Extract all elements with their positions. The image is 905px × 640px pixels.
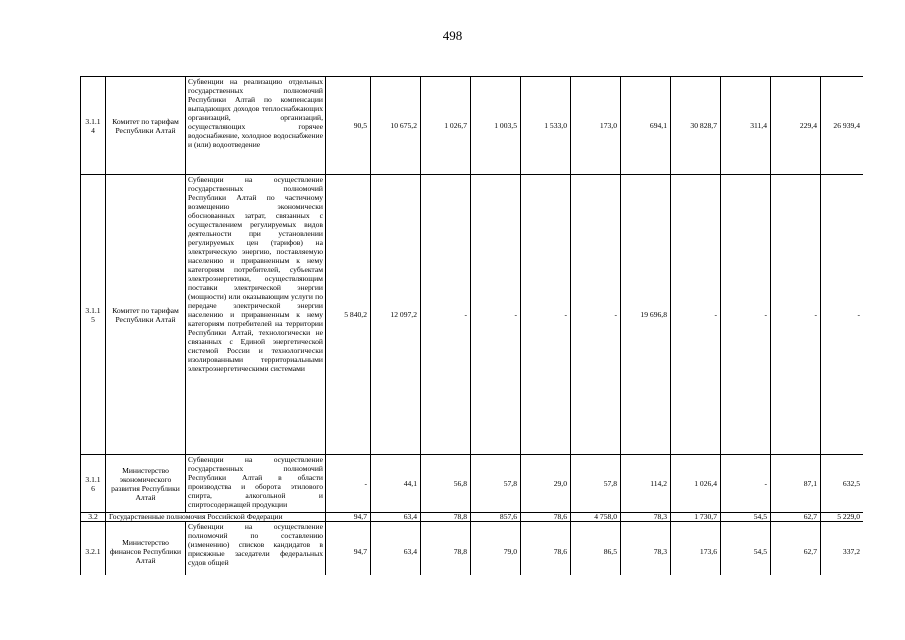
row-value: 94,7: [326, 513, 371, 522]
row-value: 12 097,2: [371, 175, 421, 455]
row-value: 10 675,2: [371, 77, 421, 175]
row-value: 694,1: [621, 77, 671, 175]
row-value: 1 026,4: [671, 455, 721, 513]
row-value: -: [721, 455, 771, 513]
row-value: 54,5: [721, 513, 771, 522]
row-description: Субвенции на осуществление полномочий по составлению (изменению) списков кандидатов в присяжные заседатели федеральных судов общей: [186, 522, 326, 576]
row-value: 78,6: [521, 522, 571, 576]
row-value: 857,6: [471, 513, 521, 522]
row-value: -: [771, 175, 821, 455]
row-value: -: [571, 175, 621, 455]
row-organization: Министерство экономического развития Республики Алтай: [106, 455, 186, 513]
row-value: -: [521, 175, 571, 455]
row-value: 87,1: [771, 455, 821, 513]
row-code: 3.2: [81, 513, 106, 522]
row-value: 57,8: [571, 455, 621, 513]
row-value: 173,0: [571, 77, 621, 175]
row-value: 19 696,8: [621, 175, 671, 455]
row-value: 5 840,2: [326, 175, 371, 455]
row-value: 78,8: [421, 522, 471, 576]
row-value: 78,6: [521, 513, 571, 522]
row-value: 4 758,0: [571, 513, 621, 522]
row-value: -: [821, 175, 864, 455]
row-value: -: [671, 175, 721, 455]
row-value: 54,5: [721, 522, 771, 576]
row-code: 3.1.1 5: [81, 175, 106, 455]
row-value: -: [326, 455, 371, 513]
row-value: 1 026,7: [421, 77, 471, 175]
row-value: 337,2: [821, 522, 864, 576]
row-value: 229,4: [771, 77, 821, 175]
row-value: 78,8: [421, 513, 471, 522]
row-value: 78,3: [621, 513, 671, 522]
row-value: 1 533,0: [521, 77, 571, 175]
row-value: 94,7: [326, 522, 371, 576]
row-value: 78,3: [621, 522, 671, 576]
row-value: 632,5: [821, 455, 864, 513]
row-value: 79,0: [471, 522, 521, 576]
table-row: [81, 522, 864, 576]
row-value: 5 229,0: [821, 513, 864, 522]
row-value: 44,1: [371, 455, 421, 513]
table-row: [81, 455, 864, 513]
row-value: 90,5: [326, 77, 371, 175]
row-description: Субвенции на осуществление государственных полномочий Республики Алтай в области производства и оборота этилового спирта, алкогольной и спиртосодержащей продукции: [186, 455, 326, 513]
table-row: [81, 175, 864, 455]
row-organization: Министерство финансов Республики Алтай: [106, 522, 186, 576]
section-row: [81, 513, 864, 522]
row-value: -: [421, 175, 471, 455]
row-code: 3.1.1 4: [81, 77, 106, 175]
row-value: 114,2: [621, 455, 671, 513]
row-code: 3.2.1: [81, 522, 106, 576]
row-value: -: [471, 175, 521, 455]
budget-table: [80, 76, 863, 575]
row-value: 62,7: [771, 522, 821, 576]
row-value: 57,8: [471, 455, 521, 513]
row-value: 311,4: [721, 77, 771, 175]
budget-table-container: [80, 76, 863, 575]
row-value: 26 939,4: [821, 77, 864, 175]
row-value: 86,5: [571, 522, 621, 576]
row-value: 56,8: [421, 455, 471, 513]
row-value: 1 730,7: [671, 513, 721, 522]
row-value: 63,4: [371, 522, 421, 576]
row-value: 29,0: [521, 455, 571, 513]
row-organization: Комитет по тарифам Республики Алтай: [106, 175, 186, 455]
page-number: 498: [442, 28, 463, 43]
row-value: 63,4: [371, 513, 421, 522]
row-description: Субвенции на осуществление государственных полномочий Республики Алтай по частичному возмещению экономически обоснованных затрат, связанных с осуществлением регулируемых видов деятельности при установлении регулируемых цен (тарифов) на электрическую энергию, поставляемую населению и приравненным к нему категориям потребителей, субъектам электроэнергетики, осуществляющим поставки электрической энергии (мощности) или оказывающим услуги по передаче электрической энергии населению и приравненным к нему категориям потребителей на территории Республики Алтай, технологически не связанных с Единой энергетической системой России и технологически изолированными территориальными электроэнергетическими системами: [186, 175, 326, 455]
section-title: Государственные полномочия Российской Федерации: [106, 513, 326, 522]
row-description: Субвенции на реализацию отдельных государственных полномочий Республики Алтай по компенсации выпадающих доходов теплоснабжающих организаций, организаций, осуществляющих горячее водоснабжение, холодное водоснабжение и (или) водоотведение: [186, 77, 326, 175]
row-value: -: [721, 175, 771, 455]
row-value: 1 003,5: [471, 77, 521, 175]
row-value: 62,7: [771, 513, 821, 522]
row-value: 173,6: [671, 522, 721, 576]
row-value: 30 828,7: [671, 77, 721, 175]
table-row: [81, 77, 864, 175]
row-organization: Комитет по тарифам Республики Алтай: [106, 77, 186, 175]
row-code: 3.1.1 6: [81, 455, 106, 513]
